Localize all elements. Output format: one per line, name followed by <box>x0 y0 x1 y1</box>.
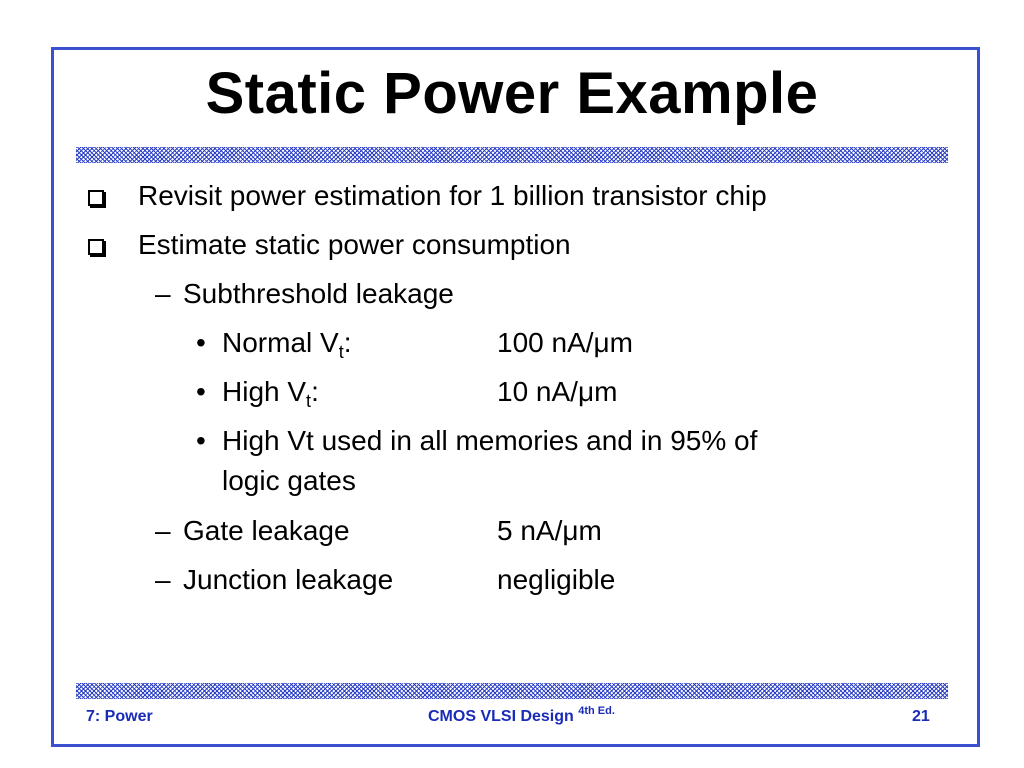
dot-marker: • <box>196 376 206 407</box>
gate-leakage-value: 5 nA/μm <box>497 515 602 546</box>
dash-marker: – <box>155 278 171 309</box>
junction-leakage-label: Junction leakage <box>183 564 394 595</box>
dot-marker: • <box>196 425 206 456</box>
gate-leakage-label: Gate leakage <box>183 515 350 546</box>
footer-chapter: 7: Power <box>86 708 153 725</box>
high-vt-label: High $V_t$: <box>222 376 319 411</box>
dot-marker: • <box>196 327 206 358</box>
high-vt-usage-line1: High Vt used in all memories and in 95% of <box>222 425 758 456</box>
footer-book-title: CMOS VLSI Design $^{4th Ed.}$ <box>428 705 615 725</box>
normal-vt-value: 100 nA/μm <box>497 327 633 358</box>
square-bullet-icon <box>88 190 104 206</box>
dash-marker: – <box>155 515 171 546</box>
bullet-estimate: Estimate static power consumption <box>138 229 571 260</box>
bullet-revisit: Revisit power estimation for 1 billion transistor chip <box>138 180 767 211</box>
slide-title: Static Power Example <box>205 61 819 126</box>
normal-vt-label: Normal $V_t$: <box>222 327 352 362</box>
square-bullet-icon <box>88 239 104 255</box>
dash-marker: – <box>155 564 171 595</box>
high-vt-usage-line2: logic gates <box>222 465 356 496</box>
footer-page-number: 21 <box>912 708 930 725</box>
bottom-divider <box>76 683 948 699</box>
subthreshold-leakage: Subthreshold leakage <box>183 278 454 309</box>
junction-leakage-value: negligible <box>497 564 616 595</box>
high-vt-value: 10 nA/μm <box>497 376 618 407</box>
